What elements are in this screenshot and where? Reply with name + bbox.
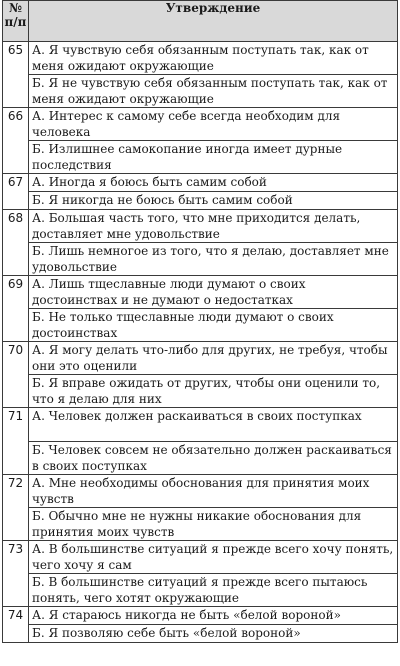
table-row <box>3 309 398 342</box>
question-number: 65 <box>3 42 29 108</box>
statement-option-a: А. Я чувствую себя обязанным поступать так, как от меня ожидают окружающие <box>29 42 398 75</box>
question-number: 74 <box>3 607 29 643</box>
table-row <box>3 141 398 174</box>
question-number: 71 <box>3 408 29 475</box>
statement-option-a: А. Лишь тщеславные люди думают о своих достоинствах и не думают о недостатках <box>29 276 398 309</box>
table-row <box>3 192 398 210</box>
statement-option-b: Б. Я не чувствую себя обязанным поступать так, как от меня ожидают окружающие <box>29 75 398 108</box>
table-row <box>3 375 398 408</box>
table-row <box>3 442 398 475</box>
statement-option-b: Б. Лишь немногое из того, что я делаю, доставляет мне удовольствие <box>29 243 398 276</box>
table-row <box>3 574 398 607</box>
statement-option-a: А. Иногда я боюсь быть самим собой <box>29 174 398 192</box>
table-row <box>3 243 398 276</box>
table-row <box>3 475 398 508</box>
number-column-header <box>3 1 29 42</box>
table-row <box>3 42 398 75</box>
statement-column-header: Утверждение <box>29 1 398 42</box>
statement-option-b: Б. Я никогда не боюсь быть самим собой <box>29 192 398 210</box>
table-row <box>3 408 398 442</box>
statement-option-a: А. Я могу делать что-либо для других, не требуя, чтобы они это оценили <box>29 342 398 375</box>
question-number: 70 <box>3 342 29 408</box>
table-row <box>3 625 398 643</box>
table-row <box>3 75 398 108</box>
statement-option-a: А. Интерес к самому себе всегда необходим для человека <box>29 108 398 141</box>
table-row <box>3 607 398 625</box>
table-row <box>3 210 398 243</box>
questionnaire-table <box>2 0 398 643</box>
question-number: 69 <box>3 276 29 342</box>
question-number: 68 <box>3 210 29 276</box>
number-abbrev: п/п <box>4 15 27 29</box>
number-sign: № <box>8 1 23 15</box>
questionnaire-page <box>2 0 397 643</box>
question-number: 73 <box>3 541 29 607</box>
table-row <box>3 508 398 541</box>
statement-option-a: А. Человек должен раскаиваться в своих поступках <box>29 408 398 442</box>
question-number: 72 <box>3 475 29 541</box>
statement-option-a: А. В большинстве ситуаций я прежде всего хочу понять, чего хочу я сам <box>29 541 398 574</box>
statement-option-b: Б. Я позволяю себе быть «белой вороной» <box>29 625 398 643</box>
table-header-row <box>3 1 398 42</box>
statement-option-a: А. Мне необходимы обоснования для принятия моих чувств <box>29 475 398 508</box>
table-row <box>3 174 398 192</box>
statement-option-b: Б. В большинстве ситуаций я прежде всего пытаюсь понять, чего хотят окружающие <box>29 574 398 607</box>
statement-option-b: Б. Обычно мне не нужны никакие обоснования для принятия моих чувств <box>29 508 398 541</box>
statement-option-a: А. Я стараюсь никогда не быть «белой вороной» <box>29 607 398 625</box>
table-row <box>3 276 398 309</box>
question-number: 67 <box>3 174 29 210</box>
statement-option-b: Б. Я вправе ожидать от других, чтобы они оценили то, что я делаю для них <box>29 375 398 408</box>
statement-option-b: Б. Излишнее самокопание иногда имеет дурные последствия <box>29 141 398 174</box>
table-row <box>3 541 398 574</box>
table-row <box>3 342 398 375</box>
question-number: 66 <box>3 108 29 174</box>
statement-option-b: Б. Не только тщеславные люди думают о своих достоинствах <box>29 309 398 342</box>
table-row <box>3 108 398 141</box>
statement-option-a: А. Большая часть того, что мне приходится делать, доставляет мне удовольствие <box>29 210 398 243</box>
statement-option-b: Б. Человек совсем не обязательно должен раскаиваться в своих поступках <box>29 442 398 475</box>
